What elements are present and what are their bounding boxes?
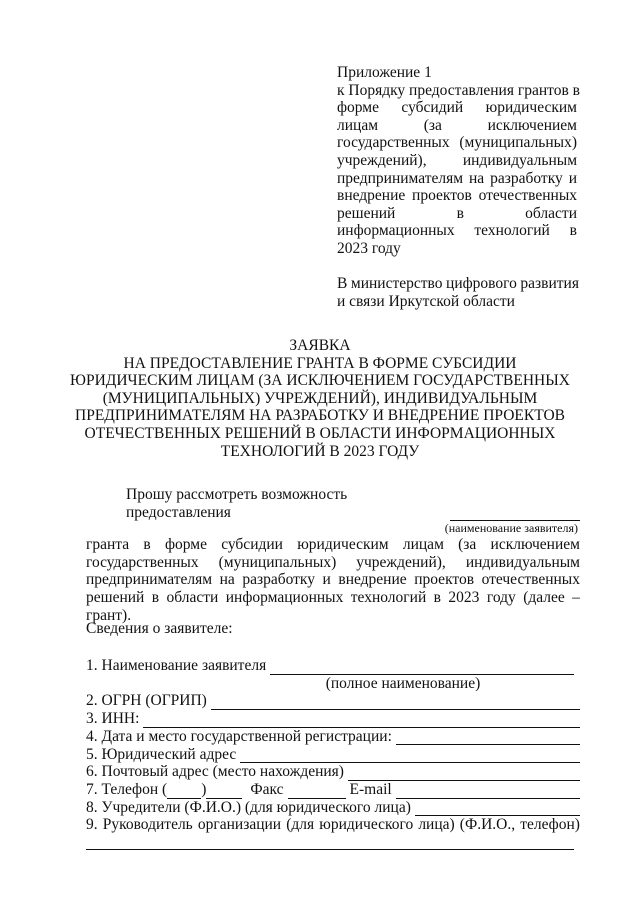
title-line: ОТЕЧЕСТВЕННЫХ РЕШЕНИЙ В ОБЛАСТИ ИНФОРМАЦИОННЫХ [84,424,556,442]
appendix-line [337,152,577,170]
request-word: проектов [414,571,475,589]
title-line: ТЕХНОЛОГИЙ В 2023 ГОДУ [220,442,420,460]
request-word: в [143,536,151,554]
appendix-word: исключением [487,116,577,134]
director-input[interactable] [86,834,574,850]
request-word: лицам [402,536,444,554]
postal-address-input[interactable] [348,767,580,781]
request-word: решений [86,588,145,606]
request-word: (далее [523,588,565,606]
appendix-word: предпринимателям [337,169,464,187]
applicant-name-field[interactable] [450,506,580,521]
request-word: учреждений), [356,553,446,571]
fax-label: Факс [250,780,284,798]
field-label: 1. Наименование заявителя [86,657,267,675]
title-line: ЮРИДИЧЕСКИМ ЛИЦАМ (ЗА ИСКЛЮЧЕНИЕМ ГОСУДАРСТВЕННЫХ [70,372,570,390]
field-director [86,816,580,834]
title-line: (МУНИЦИПАЛЬНЫХ) УЧРЕЖДЕНИЙ), ИНДИВИДУАЛЬНЫМ [102,389,538,407]
director-label-word: организации [197,816,282,834]
phone-code-input[interactable] [167,785,201,799]
field-inn [86,710,580,728]
request-word: году [486,588,516,606]
inn-input[interactable] [143,714,580,728]
field-label: 4. Дата и место государственной регистрации: [86,727,392,745]
field-founders [86,799,580,817]
field-postal-address [86,763,580,781]
director-label-word: лица) [418,816,455,834]
appendix-word: государственных [337,134,450,152]
appendix-word: отечественных [478,187,577,205]
appendix-word: решений [337,204,396,222]
request-word: на [219,571,235,589]
request-word: (за [458,536,477,554]
addressee-word: цифрового [446,275,517,292]
director-label-word: 9. [86,816,98,834]
addressee-line [337,275,579,293]
appendix-word: и [568,169,577,187]
request-line [86,536,580,554]
appendix-word: технологий [474,222,550,240]
appendix-line [337,99,577,117]
request-word: юридическим [297,536,389,554]
appendix-line [337,134,577,152]
fax-input[interactable] [288,785,346,799]
appendix-line [337,205,577,223]
request-word: форме [164,536,207,554]
request-word: информационных [225,588,344,606]
appendix-word: к Порядку предоставления грантов в [337,81,580,99]
appendix-word: разработку [490,169,563,187]
request-word: отечественных [481,571,580,589]
appendix-word: внедрение [337,187,406,205]
addressee-word: министерство [350,275,443,292]
appendix-note [337,64,580,258]
request-word: технологий [350,588,427,606]
appendix-word: (за [423,116,442,134]
request-word: (муниципальных) [218,553,337,571]
appendix-word: Приложение 1 [337,64,432,81]
applicant-hint: (наименование заявителя) [444,521,578,536]
director-label-word: телефон) [520,816,580,834]
appendix-line [337,117,577,135]
email-label: E-mail [349,780,392,798]
appendix-word: (муниципальных) [459,134,577,152]
phone-paren: ) [201,780,207,798]
request-word: государственных [86,553,199,571]
request-word: 2023 [448,588,480,606]
phone-label: 7. Телефон ( [86,780,168,798]
title-line: ПРЕДПРИНИМАТЕЛЯМ НА РАЗРАБОТКУ И ВНЕДРЕНИЕ ПРОЕКТОВ [75,407,565,425]
request-word: предпринимателям [86,571,213,589]
title-line: ЗАЯВКА [289,337,351,354]
request-word: субсидии [221,536,283,554]
request-word: области [166,588,219,606]
request-word: в [433,588,441,606]
full-name-hint: (полное наименование) [325,674,481,692]
field-label: 2. ОГРН (ОГРИП) [86,692,207,710]
request-word: исключением [490,536,580,554]
director-label-word: Руководитель [102,816,193,834]
request-paragraph [86,486,580,624]
addressee-word: В [337,275,348,292]
appendix-line [337,222,577,240]
phone-number-input[interactable] [206,785,242,799]
request-lead: Прошу рассмотреть возможность предоставления [126,486,348,521]
addressee-block [337,275,579,310]
request-word: гранта [86,536,130,554]
request-line [86,589,580,607]
registration-input[interactable] [396,731,580,745]
request-line [86,571,580,589]
appendix-line [337,187,577,205]
director-label-word: юридического [319,816,414,834]
appendix-word: индивидуальным [462,151,577,169]
founders-input[interactable] [415,802,580,816]
ogrn-input[interactable] [211,696,580,710]
appendix-word: в [456,204,464,222]
field-registration [86,728,580,746]
request-word: индивидуальным [465,553,580,571]
appendix-word: на [468,169,485,187]
appendix-word: информационных [337,222,455,240]
appendix-word: области [525,204,577,222]
field-contacts [86,781,580,799]
appendix-word: лицам [337,116,379,134]
addressee-line [337,293,579,311]
field-label: 8. Учредители (Ф.И.О.) (для юридического лица) [86,798,411,816]
appendix-word: юридическим [485,99,577,117]
appendix-word: учреждений), [337,151,427,169]
addressee-word: развития [520,275,579,292]
request-word: внедрение [338,571,407,589]
title-line: НА ПРЕДОСТАВЛЕНИЕ ГРАНТА В ФОРМЕ СУБСИДИИ [123,354,517,372]
request-line [86,554,580,572]
document-title [60,337,580,460]
director-label-word: (для [286,816,315,834]
applicant-fields [86,657,580,850]
applicant-name-input[interactable] [270,661,574,675]
appendix-word: проектов [412,187,472,205]
addressee-word: и связи Иркутской области [337,292,515,310]
legal-address-input[interactable] [240,749,580,763]
appendix-line [337,64,577,82]
appendix-line [337,170,577,188]
field-label: 3. ИНН: [86,710,140,728]
request-word: в [151,588,160,606]
appendix-line [337,240,577,258]
field-label: 6. Почтовый адрес (место нахождения) [86,763,344,781]
request-word: грант). [86,606,132,624]
appendix-word: в [569,222,577,240]
field-legal-address [86,745,580,763]
field-label: 5. Юридический адрес [86,745,237,763]
field-applicant-name [86,657,580,675]
field-ogrn [86,692,580,710]
request-word: разработку [242,571,315,589]
request-word: – [572,588,580,606]
email-input[interactable] [396,785,580,799]
appendix-word: форме [337,99,379,117]
appendix-word: 2023 году [337,239,401,257]
director-label-word: (Ф.И.О., [459,816,516,834]
appendix-word: субсидий [401,99,464,117]
applicant-info-heading: Сведения о заявителе: [86,620,233,637]
appendix-line [337,81,580,100]
request-word: и [322,571,331,589]
